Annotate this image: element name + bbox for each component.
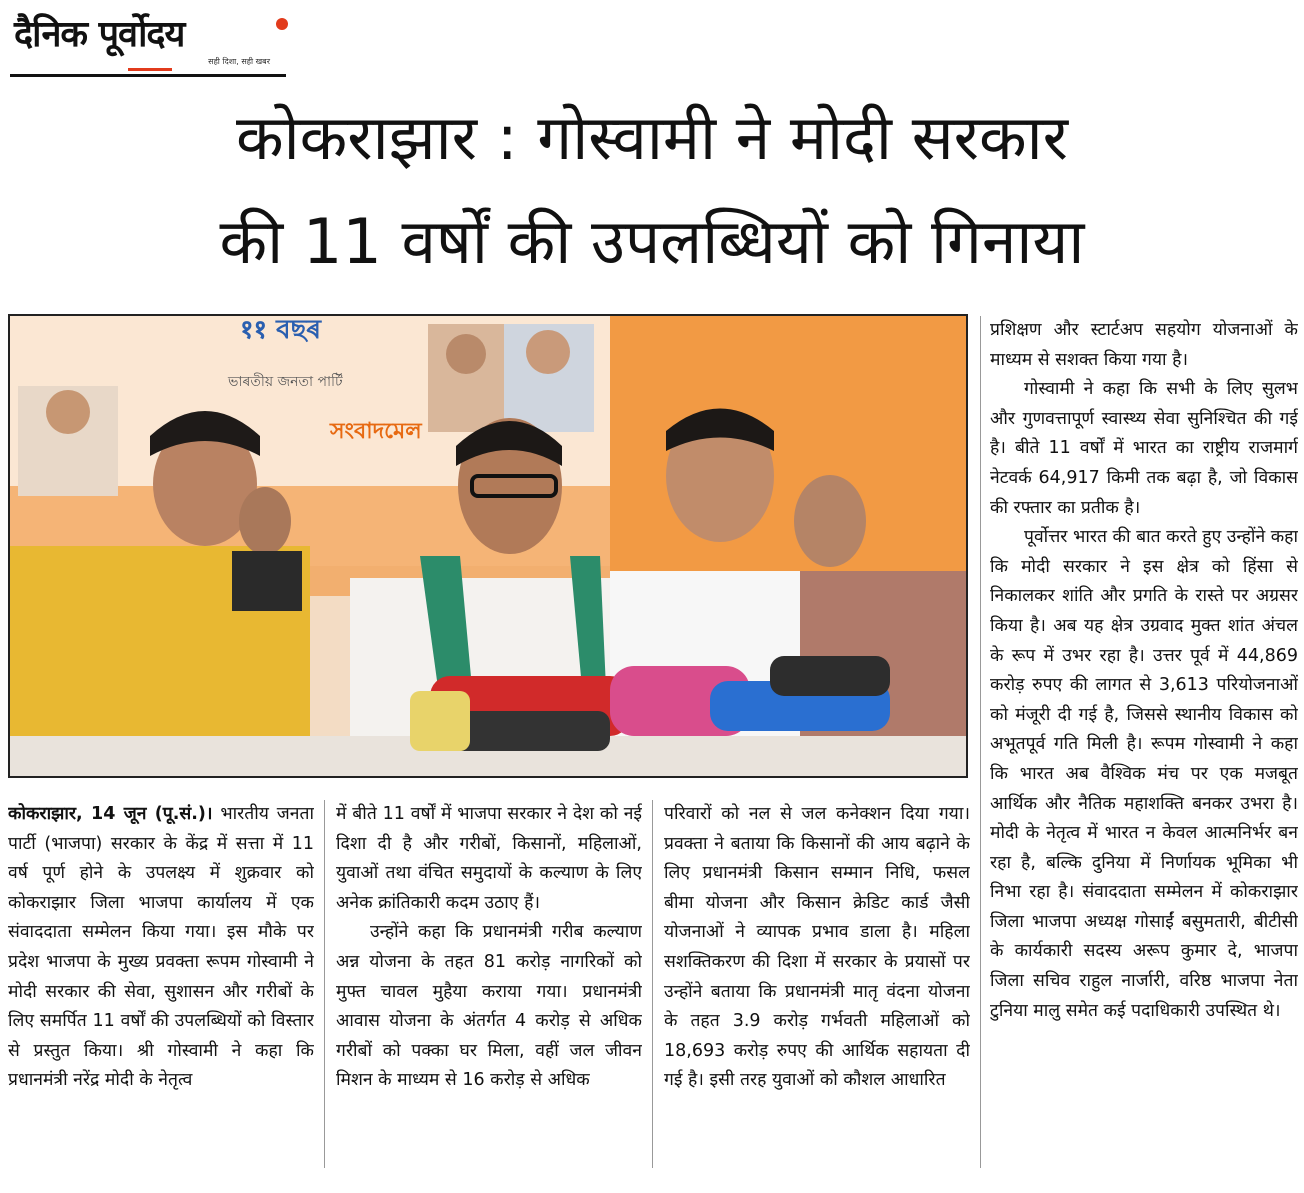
article-paragraph: में बीते 11 वर्षों में भाजपा सरकार ने देश को नई दिशा दी है और गरीबों, किसानों, महिलाओं, युवाओं तथा वंचित समुदायों के कल्याण के लिए अनेक क्रांतिकारी कदम उठाए हैं। (336, 804, 642, 913)
article-paragraph: गोस्वामी ने कहा कि सभी के लिए सुलभ और गुणवत्तापूर्ण स्वास्थ्य सेवा सुनिश्चित की गई है। बीते 11 वर्षों में भारत का राष्ट्रीय राजमार्ग नेटवर्क 64,917 किमी तक बढ़ा है, जो विकास की रफ्तार का प्रतीक है। (990, 379, 1298, 518)
article-column-3 (664, 800, 970, 1170)
backdrop-text-1: ११ বছৰ (240, 316, 321, 345)
article-paragraph: प्रशिक्षण और स्टार्टअप सहयोग योजनाओं के माध्यम से सशक्त किया गया है। (990, 320, 1298, 370)
article-paragraph: पूर्वोत्तर भारत की बात करते हुए उन्होंने कहा कि मोदी सरकार ने इस क्षेत्र को हिंसा से निकालकर शांति और प्रगति के रास्ते पर अग्रसर किया है। अब यह क्षेत्र उग्रवाद मुक्त शांत अंचल के रूप में उभर रहा है। उत्तर पूर्व में 44,869 करोड़ रुपए की लागत से 3,613 परियोजनाओं को मंजूरी दी गई है, जिससे स्थानीय विकास को अभूतपूर्व गति मिली है। रूपम गोस्वामी ने कहा कि भारत अब वैश्विक मंच पर एक मजबूत आर्थिक और नैतिक महाशक्ति बनकर उभरा है। मोदी के नेतृत्व में भारत न केवल आत्मनिर्भर बन रहा है, बल्कि दुनिया में निर्णायक भूमिका भी निभा रहा है। संवाददाता सम्मेलन में कोकराझार जिला भाजपा अध्यक्ष गोसाईं बसुमतारी, बीटीसी के कार्यकारी सदस्य अरूप कुमार दे, भाजपा जिला सचिव राहुल नार्जारी, वरिष्ठ भाजपा नेता टुनिया मालु समेत कई पदाधिकारी उपस्थित थे। (990, 527, 1298, 1021)
article-paragraph: उन्होंने कहा कि प्रधानमंत्री गरीब कल्याण अन्न योजना के तहत 81 करोड़ नागरिकों को मुफ्त चावल मुहैया कराया गया। प्रधानमंत्री आवास योजना के अंतर्गत 4 करोड़ से अधिक गरीबों को पक्का घर मिला, वहीं जल जीवन मिशन के माध्यम से 16 करोड़ से अधिक (336, 922, 642, 1091)
logo-accent (128, 68, 172, 71)
column-divider (652, 800, 653, 1168)
backdrop-text-3: সংবাদমেল (330, 419, 422, 444)
column-divider (324, 800, 325, 1168)
masthead-rule (10, 74, 286, 77)
logo-dot (276, 18, 288, 30)
article-paragraph: भारतीय जनता पार्टी (भाजपा) सरकार के केंद्र में सत्ता में 11 वर्ष पूर्ण होने के उपलक्ष्य में शुक्रवार को कोकराझार जिला भाजपा कार्यालय में एक संवाददाता सम्मेलन किया गया। इस मौके पर प्रदेश भाजपा के मुख्य प्रवक्ता रूपम गोस्वामी ने मोदी सरकार की सेवा, सुशासन और गरीबों के लिए समर्पित 11 वर्षों की उपलब्धियों को विस्तार से प्रस्तुत किया। श्री गोस्वामी ने कहा कि प्रधानमंत्री नरेंद्र मोदी के नेतृत्व (8, 804, 314, 1091)
article-paragraph: परिवारों को नल से जल कनेक्शन दिया गया। प्रवक्ता ने बताया कि किसानों की आय बढ़ाने के लिए प्रधानमंत्री किसान सम्मान निधि, फसल बीमा योजना और किसान क्रेडिट कार्ड जैसी योजनाओं ने व्यापक प्रभाव डाला है। महिला सशक्तिकरण की दिशा में सरकार के प्रयासों पर उन्होंने बताया कि प्रधानमंत्री मातृ वंदना योजना के तहत 3.9 करोड़ गर्भवती महिलाओं को 18,693 करोड़ रुपए की आर्थिक सहायता दी गई है। इसी तरह युवाओं को कौशल आधारित (664, 804, 970, 1091)
headline-line-1: कोकराझार : गोस्वामी ने मोदी सरकार (236, 101, 1068, 174)
article-column-4 (990, 316, 1298, 1166)
backdrop-text-2: ভাৰতীয় জনতা পাৰ্টি (228, 374, 343, 390)
article-column-2 (336, 800, 642, 1170)
article-dateline: कोकराझार, 14 जून (पू.सं.)। (8, 804, 213, 824)
masthead-logo (10, 8, 286, 72)
column-divider (980, 316, 981, 1168)
article-headline (20, 86, 1284, 294)
newspaper-tagline: सही दिशा, सही खबर (208, 57, 270, 66)
article-column-1 (8, 800, 314, 1170)
press-conference-photo (8, 314, 968, 778)
newspaper-name: दैनिक पूर्वोदय (14, 14, 185, 55)
headline-line-2: की 11 वर्षों की उपलब्धियों को गिनाया (219, 205, 1085, 278)
